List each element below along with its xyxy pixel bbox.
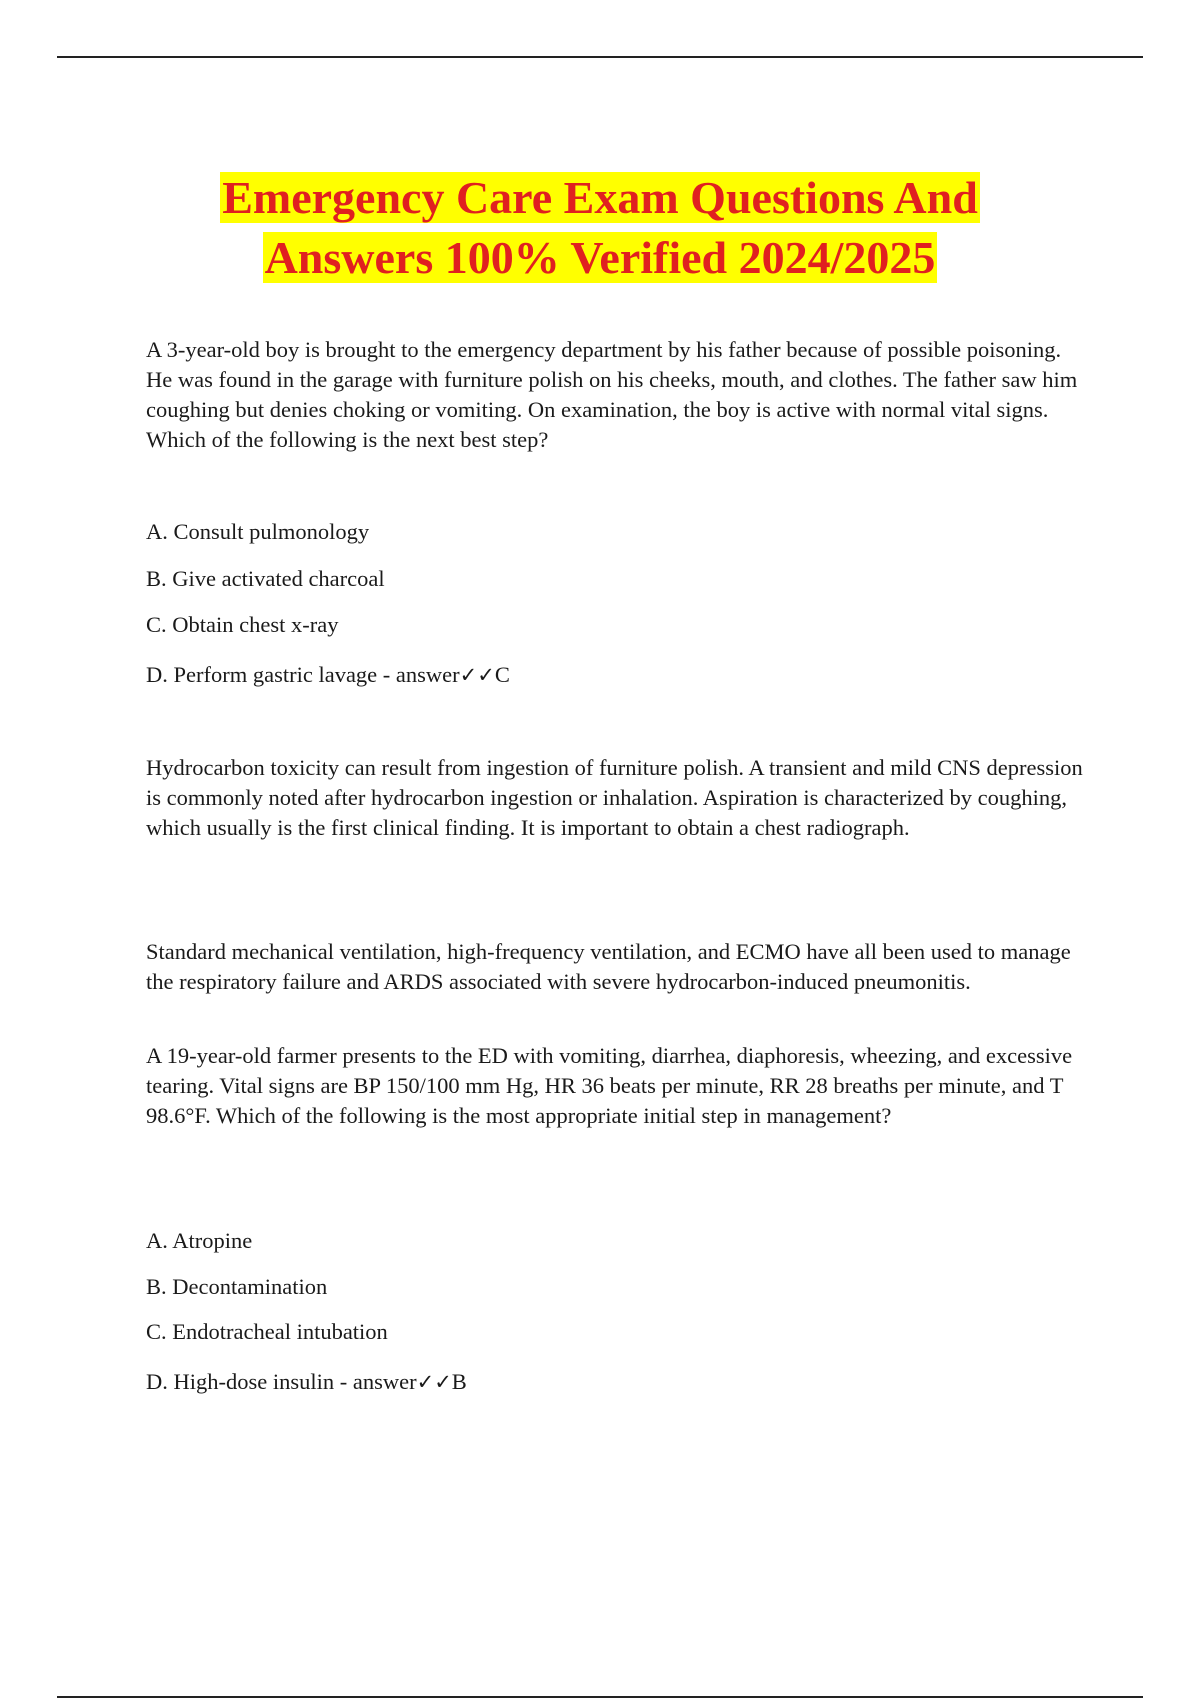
question-1-option-d bbox=[146, 660, 510, 690]
question-2-option-a: A. Atropine bbox=[146, 1228, 253, 1253]
top-rule bbox=[57, 56, 1143, 58]
option-d-label: D. High-dose insulin - answer bbox=[146, 1369, 417, 1394]
answer-letter: C bbox=[494, 662, 510, 687]
question-1-option-b: B. Give activated charcoal bbox=[146, 566, 385, 591]
bottom-rule bbox=[57, 1696, 1143, 1698]
option-d-label: D. Perform gastric lavage - answer bbox=[146, 662, 460, 687]
question-1-option-c: C. Obtain chest x-ray bbox=[146, 612, 339, 637]
question-1-explanation-2: Standard mechanical ventilation, high-frequency ventilation, and ECMO have all been used to manage the respiratory failure and ARDS associated with severe hydrocarbon-induced pneumonitis. bbox=[146, 939, 1071, 994]
title-line-2: Answers 100% Verified 2024/2025 bbox=[264, 232, 936, 283]
question-2-option-d bbox=[146, 1367, 467, 1397]
question-2-option-c: C. Endotracheal intubation bbox=[146, 1319, 388, 1344]
question-1-option-a: A. Consult pulmonology bbox=[146, 519, 370, 544]
question-2-text: A 19-year-old farmer presents to the ED with vomiting, diarrhea, diaphoresis, wheezing, and excessive tearing. Vital signs are BP 150/100 mm Hg, HR 36 beats per minute, RR 28 breaths per minute, and T 98.6°F. Which of the following is the most appropriate initial step in management? bbox=[146, 1043, 1073, 1128]
checkmark-icon: ✓✓ bbox=[459, 663, 495, 687]
question-1-text: A 3-year-old boy is brought to the emergency department by his father because of possible poisoning. He was found in the garage with furniture polish on his cheeks, mouth, and clothes. The father saw him coughing but denies choking or vomiting. On examination, the boy is active with normal vital signs. Which of the following is the next best step? bbox=[146, 337, 1078, 452]
title-line-1: Emergency Care Exam Questions And bbox=[222, 172, 978, 223]
document-title bbox=[100, 168, 1100, 288]
answer-letter: B bbox=[451, 1369, 467, 1394]
question-2-option-b: B. Decontamination bbox=[146, 1274, 328, 1299]
checkmark-icon: ✓✓ bbox=[416, 1370, 452, 1394]
question-1-explanation-1: Hydrocarbon toxicity can result from ingestion of furniture polish. A transient and mild CNS depression is commonly noted after hydrocarbon ingestion or inhalation. Aspiration is characterized by coughing, which usually is the first clinical finding. It is important to obtain a chest radiograph. bbox=[146, 755, 1083, 840]
